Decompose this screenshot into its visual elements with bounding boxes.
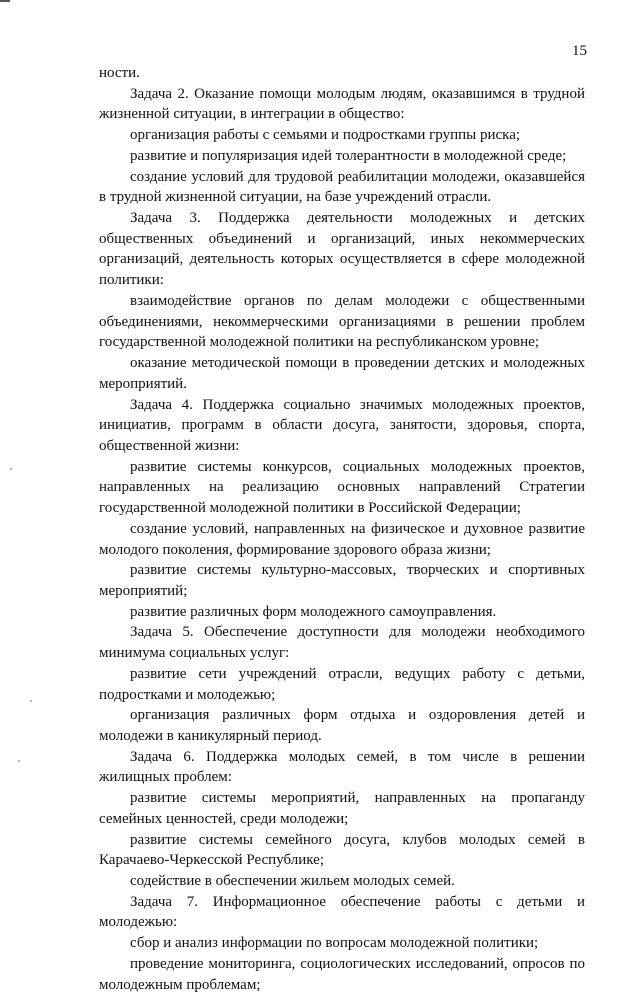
paragraph: проведение мониторинга, социологических исследований, опросов по молодежным проблемам; bbox=[99, 955, 585, 993]
document-body bbox=[99, 63, 585, 995]
paragraph: создание условий, направленных на физическое и духовное развитие молодого поколения, формирование здорового образа жизни; bbox=[99, 520, 585, 558]
paragraph: организация работы с семьями и подростками группы риска; bbox=[130, 127, 521, 144]
paragraph: ности. bbox=[99, 65, 140, 81]
paragraph: развитие системы культурно-массовых, творческих и спортивных мероприятий; bbox=[99, 562, 585, 599]
paragraph: развитие системы семейного досуга, клубов молодых семей в Карачаево-Черкесской Республике; bbox=[99, 831, 585, 869]
paragraph: развитие системы конкурсов, социальных молодежных проектов, направленных на реализацию основных направлений Стратегии государственной молодежной политики в Российской Федерации; bbox=[99, 458, 585, 517]
paragraph: развитие различных форм молодежного самоуправления. bbox=[130, 603, 497, 620]
scan-edge-mark bbox=[0, 0, 10, 2]
paragraph: Задача 5. Обеспечение доступности для молодежи необходимого минимума социальных услуг: bbox=[99, 624, 585, 662]
paragraph: развитие системы мероприятий, направленных на пропаганду семейных ценностей, среди молодежи; bbox=[99, 790, 585, 827]
paragraph: Задача 7. Информационное обеспечение работы с детьми и молодежью: bbox=[99, 893, 585, 931]
paragraph: Задача 6. Поддержка молодых семей, в том числе в решении жилищных проблем: bbox=[99, 748, 585, 786]
scan-speck bbox=[10, 468, 12, 470]
scan-speck bbox=[30, 700, 32, 702]
paragraph: Задача 3. Поддержка деятельности молодежных и детских общественных объединений и организаций, иных некоммерческих организаций, деятельность которых осуществляется в сфере молодежной политики: bbox=[99, 210, 585, 289]
paragraph: развитие и популяризация идей толерантности в молодежной среде; bbox=[130, 147, 567, 164]
scan-speck bbox=[18, 760, 20, 762]
paragraph: содействие в обеспечении жильем молодых семей. bbox=[130, 873, 455, 890]
paragraph: организация различных форм отдыха и оздоровления детей и молодежи в каникулярный период. bbox=[99, 707, 585, 744]
paragraph: создание условий для трудовой реабилитации молодежи, оказавшейся в трудной жизненной ситуации, на базе учреждений отрасли. bbox=[99, 168, 585, 206]
paragraph: развитие сети учреждений отрасли, ведущих работу с детьми, подростками и молодежью; bbox=[99, 665, 585, 703]
paragraph: взаимодействие органов по делам молодежи с общественными объединениями, некоммерческими организациями в решении проблем государственной молодежной политики на республиканском уровне; bbox=[99, 292, 585, 351]
page-number: 15 bbox=[572, 43, 587, 59]
paragraph: сбор и анализ информации по вопросам молодежной политики; bbox=[130, 935, 539, 952]
paragraph: оказание методической помощи в проведении детских и молодежных мероприятий. bbox=[99, 355, 585, 392]
paragraph: Задача 4. Поддержка социально значимых молодежных проектов, инициатив, программ в области досуга, занятости, здоровья, спорта, общественной жизни: bbox=[99, 396, 585, 454]
paragraph: Задача 2. Оказание помощи молодым людям, оказавшимся в трудной жизненной ситуации, в интеграции в общество: bbox=[99, 85, 585, 123]
